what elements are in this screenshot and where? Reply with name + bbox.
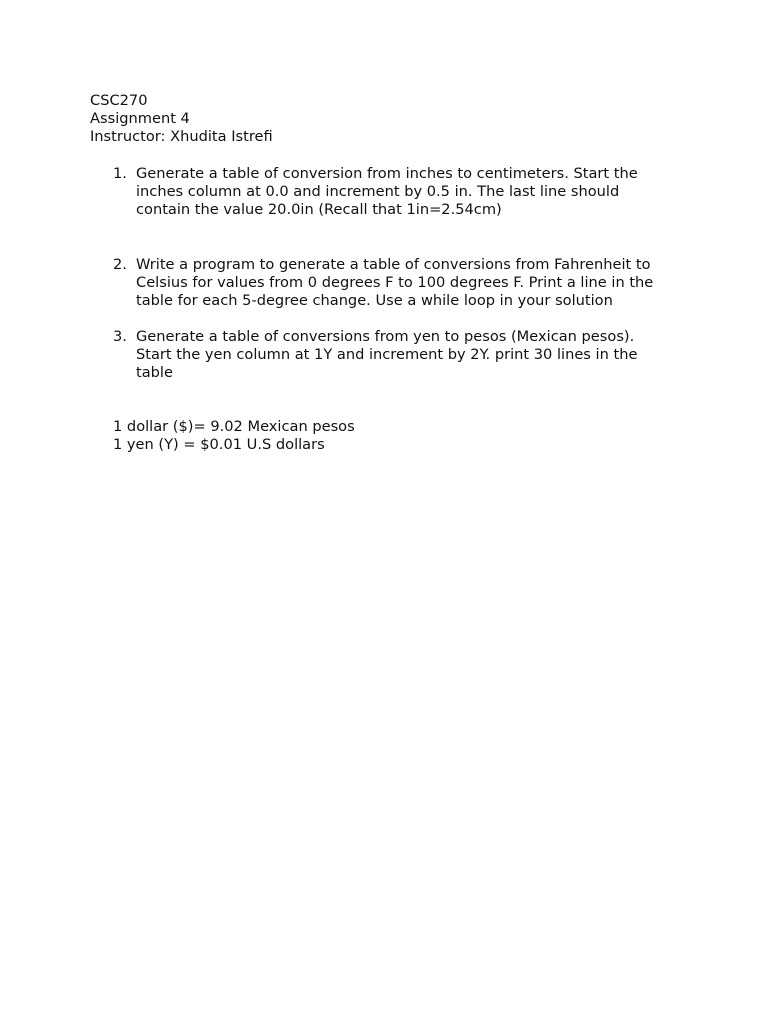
list-item-text bbox=[136, 165, 676, 220]
list-item-line: table bbox=[136, 364, 173, 382]
list-item-text bbox=[136, 256, 676, 311]
list-item-line: table for each 5-degree change. Use a while loop in your solution bbox=[136, 292, 613, 310]
conversion-rates bbox=[113, 418, 613, 454]
list-item-line: Generate a table of conversions from yen to pesos (Mexican pesos). bbox=[136, 328, 635, 345]
list-item-line: Write a program to generate a table of conversions from Fahrenheit to bbox=[136, 256, 651, 273]
dollar-peso-rate: 1 dollar ($)= 9.02 Mexican pesos bbox=[113, 418, 355, 435]
list-item-text bbox=[136, 328, 676, 383]
list-item-number: 2. bbox=[113, 256, 127, 273]
document-header bbox=[90, 92, 690, 147]
yen-dollar-rate: 1 yen (Y) = $0.01 U.S dollars bbox=[113, 436, 325, 454]
list-item-line: Generate a table of conversion from inches to centimeters. Start the bbox=[136, 165, 638, 182]
list-item-2 bbox=[113, 256, 673, 312]
list-item-number: 3. bbox=[113, 328, 127, 345]
list-item-line: contain the value 20.0in (Recall that 1in=2.54cm) bbox=[136, 201, 502, 219]
list-item-number: 1. bbox=[113, 165, 127, 182]
list-item-line: Celsius for values from 0 degrees F to 100 degrees F. Print a line in the bbox=[136, 274, 654, 292]
assignment-title: Assignment 4 bbox=[90, 110, 190, 128]
list-item-1 bbox=[113, 165, 673, 221]
list-item-3 bbox=[113, 328, 673, 384]
list-item-line: inches column at 0.0 and increment by 0.5 in. The last line should bbox=[136, 183, 620, 201]
instructor-name: Instructor: Xhudita Istrefi bbox=[90, 128, 273, 146]
course-code: CSC270 bbox=[90, 92, 148, 109]
list-item-line: Start the yen column at 1Y and increment by 2Y. print 30 lines in the bbox=[136, 346, 638, 364]
